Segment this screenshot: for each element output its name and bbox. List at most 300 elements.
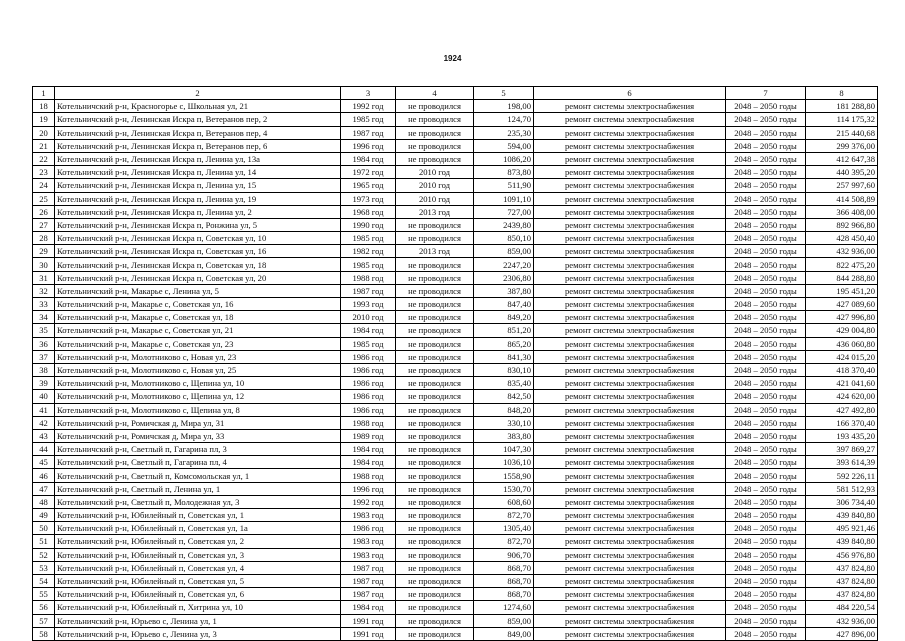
construction-year-cell: 1984 год [341,324,396,337]
table-row [33,350,878,363]
column-header-7: 7 [726,87,806,100]
construction-year-cell: 1992 год [341,100,396,113]
last-repair-cell: не проводился [396,469,474,482]
work-type-cell: ремонт системы электроснабжения [534,363,726,376]
row-number-cell: 48 [33,495,55,508]
period-cell: 2048 – 2050 годы [726,614,806,627]
row-number-cell: 29 [33,245,55,258]
area-cell: 859,00 [474,614,534,627]
area-cell: 868,70 [474,574,534,587]
cost-cell: 424 620,00 [806,390,878,403]
cost-cell: 366 408,00 [806,205,878,218]
area-cell: 865,20 [474,337,534,350]
table-row [33,284,878,297]
table-row [33,495,878,508]
work-type-cell: ремонт системы электроснабжения [534,350,726,363]
address-cell: Котельничский р-н, Ленинская Искра п, Ветеранов пер, 2 [55,113,341,126]
construction-year-cell: 2010 год [341,311,396,324]
row-number-cell: 53 [33,561,55,574]
last-repair-cell: не проводился [396,429,474,442]
work-type-cell: ремонт системы электроснабжения [534,271,726,284]
row-number-cell: 34 [33,311,55,324]
construction-year-cell: 1989 год [341,429,396,442]
row-number-cell: 52 [33,548,55,561]
address-cell: Котельничский р-н, Ленинская Искра п, Советская ул, 10 [55,232,341,245]
construction-year-cell: 1986 год [341,350,396,363]
area-cell: 851,20 [474,324,534,337]
period-cell: 2048 – 2050 годы [726,271,806,284]
table-row [33,205,878,218]
period-cell: 2048 – 2050 годы [726,456,806,469]
column-header-5: 5 [474,87,534,100]
table-row [33,298,878,311]
work-type-cell: ремонт системы электроснабжения [534,337,726,350]
table-row [33,139,878,152]
construction-year-cell: 1991 год [341,614,396,627]
address-cell: Котельничский р-н, Светлый п, Гагарина пл, 3 [55,443,341,456]
table-row [33,113,878,126]
address-cell: Котельничский р-н, Ленинская Искра п, Ленина ул, 2 [55,205,341,218]
address-cell: Котельничский р-н, Молотниково с, Щепина ул, 10 [55,377,341,390]
period-cell: 2048 – 2050 годы [726,179,806,192]
table-row [33,561,878,574]
construction-year-cell: 1983 год [341,548,396,561]
row-number-cell: 54 [33,574,55,587]
work-type-cell: ремонт системы электроснабжения [534,574,726,587]
period-cell: 2048 – 2050 годы [726,324,806,337]
area-cell: 2306,80 [474,271,534,284]
construction-year-cell: 1984 год [341,443,396,456]
cost-cell: 166 370,40 [806,416,878,429]
period-cell: 2048 – 2050 годы [726,482,806,495]
row-number-cell: 37 [33,350,55,363]
row-number-cell: 24 [33,179,55,192]
area-cell: 1558,90 [474,469,534,482]
work-type-cell: ремонт системы электроснабжения [534,614,726,627]
work-type-cell: ремонт системы электроснабжения [534,377,726,390]
row-number-cell: 26 [33,205,55,218]
last-repair-cell: не проводился [396,601,474,614]
area-cell: 835,40 [474,377,534,390]
last-repair-cell: не проводился [396,443,474,456]
last-repair-cell: 2013 год [396,245,474,258]
area-cell: 511,90 [474,179,534,192]
cost-cell: 421 041,60 [806,377,878,390]
table-row [33,614,878,627]
table-row [33,192,878,205]
construction-year-cell: 1983 год [341,535,396,548]
construction-year-cell: 1991 год [341,627,396,640]
address-cell: Котельничский р-н, Ромичская д, Мира ул, 33 [55,429,341,442]
address-cell: Котельничский р-н, Юрьево с, Ленина ул, 3 [55,627,341,640]
last-repair-cell: не проводился [396,482,474,495]
area-cell: 1305,40 [474,522,534,535]
construction-year-cell: 1986 год [341,363,396,376]
work-type-cell: ремонт системы электроснабжения [534,522,726,535]
period-cell: 2048 – 2050 годы [726,429,806,442]
last-repair-cell: не проводился [396,298,474,311]
address-cell: Котельничский р-н, Ромичская д, Мира ул, 31 [55,416,341,429]
area-cell: 1036,10 [474,456,534,469]
row-number-cell: 30 [33,258,55,271]
address-cell: Котельничский р-н, Юбилейный п, Хитрина ул, 10 [55,601,341,614]
period-cell: 2048 – 2050 годы [726,363,806,376]
area-cell: 1086,20 [474,152,534,165]
area-cell: 383,80 [474,429,534,442]
area-cell: 850,10 [474,232,534,245]
area-cell: 849,20 [474,311,534,324]
cost-cell: 428 450,40 [806,232,878,245]
work-type-cell: ремонт системы электроснабжения [534,324,726,337]
row-number-cell: 38 [33,363,55,376]
row-number-cell: 44 [33,443,55,456]
cost-cell: 195 451,20 [806,284,878,297]
period-cell: 2048 – 2050 годы [726,601,806,614]
period-cell: 2048 – 2050 годы [726,205,806,218]
address-cell: Котельничский р-н, Ленинская Искра п, Ронжина ул, 5 [55,218,341,231]
address-cell: Котельничский р-н, Молотниково с, Новая ул, 25 [55,363,341,376]
address-cell: Котельничский р-н, Ленинская Искра п, Ленина ул, 14 [55,166,341,179]
area-cell: 830,10 [474,363,534,376]
construction-year-cell: 1987 год [341,588,396,601]
address-cell: Котельничский р-н, Юбилейный п, Советская ул, 6 [55,588,341,601]
last-repair-cell: 2013 год [396,205,474,218]
address-cell: Котельничский р-н, Молотниково с, Щепина ул, 8 [55,403,341,416]
address-cell: Котельничский р-н, Светлый п, Гагарина пл, 4 [55,456,341,469]
row-number-cell: 36 [33,337,55,350]
row-number-cell: 39 [33,377,55,390]
cost-cell: 181 288,80 [806,100,878,113]
construction-year-cell: 1987 год [341,284,396,297]
row-number-cell: 58 [33,627,55,640]
area-cell: 1274,60 [474,601,534,614]
last-repair-cell: не проводился [396,271,474,284]
construction-year-cell: 1985 год [341,337,396,350]
table-row [33,535,878,548]
cost-cell: 257 997,60 [806,179,878,192]
work-type-cell: ремонт системы электроснабжения [534,179,726,192]
table-row [33,574,878,587]
period-cell: 2048 – 2050 годы [726,535,806,548]
address-cell: Котельничский р-н, Молотниково с, Новая ул, 23 [55,350,341,363]
table-row [33,482,878,495]
work-type-cell: ремонт системы электроснабжения [534,205,726,218]
period-cell: 2048 – 2050 годы [726,258,806,271]
period-cell: 2048 – 2050 годы [726,218,806,231]
period-cell: 2048 – 2050 годы [726,443,806,456]
work-type-cell: ремонт системы электроснабжения [534,100,726,113]
cost-cell: 412 647,38 [806,152,878,165]
row-number-cell: 50 [33,522,55,535]
table-row [33,166,878,179]
last-repair-cell: не проводился [396,232,474,245]
work-type-cell: ремонт системы электроснабжения [534,139,726,152]
column-header-8: 8 [806,87,878,100]
period-cell: 2048 – 2050 годы [726,284,806,297]
last-repair-cell: не проводился [396,126,474,139]
period-cell: 2048 – 2050 годы [726,113,806,126]
row-number-cell: 45 [33,456,55,469]
row-number-cell: 56 [33,601,55,614]
construction-year-cell: 1986 год [341,377,396,390]
work-type-cell: ремонт системы электроснабжения [534,152,726,165]
row-number-cell: 41 [33,403,55,416]
period-cell: 2048 – 2050 годы [726,152,806,165]
row-number-cell: 20 [33,126,55,139]
area-cell: 872,70 [474,509,534,522]
row-number-cell: 18 [33,100,55,113]
work-type-cell: ремонт системы электроснабжения [534,298,726,311]
cost-cell: 437 824,80 [806,588,878,601]
address-cell: Котельничский р-н, Юрьево с, Ленина ул, 1 [55,614,341,627]
construction-year-cell: 1968 год [341,205,396,218]
building-repair-table [32,86,878,641]
period-cell: 2048 – 2050 годы [726,311,806,324]
work-type-cell: ремонт системы электроснабжения [534,166,726,179]
cost-cell: 427 492,80 [806,403,878,416]
period-cell: 2048 – 2050 годы [726,627,806,640]
last-repair-cell: не проводился [396,311,474,324]
last-repair-cell: не проводился [396,416,474,429]
last-repair-cell: не проводился [396,522,474,535]
cost-cell: 114 175,32 [806,113,878,126]
page-number: 1924 [443,54,462,63]
period-cell: 2048 – 2050 годы [726,139,806,152]
period-cell: 2048 – 2050 годы [726,522,806,535]
address-cell: Котельничский р-н, Ленинская Искра п, Ленина ул, 19 [55,192,341,205]
work-type-cell: ремонт системы электроснабжения [534,403,726,416]
address-cell: Котельничский р-н, Молотниково с, Щепина ул, 12 [55,390,341,403]
area-cell: 841,30 [474,350,534,363]
area-cell: 124,70 [474,113,534,126]
area-cell: 330,10 [474,416,534,429]
address-cell: Котельничский р-н, Макарье с, Советская ул, 16 [55,298,341,311]
cost-cell: 892 966,80 [806,218,878,231]
last-repair-cell: не проводился [396,100,474,113]
cost-cell: 424 015,20 [806,350,878,363]
table-row [33,588,878,601]
work-type-cell: ремонт системы электроснабжения [534,284,726,297]
cost-cell: 193 435,20 [806,429,878,442]
cost-cell: 495 921,46 [806,522,878,535]
row-number-cell: 32 [33,284,55,297]
work-type-cell: ремонт системы электроснабжения [534,627,726,640]
last-repair-cell: 2010 год [396,192,474,205]
row-number-cell: 42 [33,416,55,429]
construction-year-cell: 1986 год [341,403,396,416]
cost-cell: 299 376,00 [806,139,878,152]
table-row [33,179,878,192]
cost-cell: 456 976,80 [806,548,878,561]
work-type-cell: ремонт системы электроснабжения [534,416,726,429]
cost-cell: 215 440,68 [806,126,878,139]
address-cell: Котельничский р-н, Ленинская Искра п, Ленина ул, 15 [55,179,341,192]
table-row [33,271,878,284]
construction-year-cell: 1988 год [341,469,396,482]
construction-year-cell: 1983 год [341,509,396,522]
construction-year-cell: 1987 год [341,574,396,587]
work-type-cell: ремонт системы электроснабжения [534,429,726,442]
last-repair-cell: 2010 год [396,179,474,192]
table-row [33,126,878,139]
table-row [33,469,878,482]
area-cell: 2439,80 [474,218,534,231]
construction-year-cell: 1985 год [341,232,396,245]
address-cell: Котельничский р-н, Светлый п, Молодежная ул, 3 [55,495,341,508]
row-number-cell: 57 [33,614,55,627]
address-cell: Котельничский р-н, Ленинская Искра п, Советская ул, 16 [55,245,341,258]
work-type-cell: ремонт системы электроснабжения [534,482,726,495]
address-cell: Котельничский р-н, Макарье с, Ленина ул, 5 [55,284,341,297]
column-header-3: 3 [341,87,396,100]
last-repair-cell: не проводился [396,495,474,508]
row-number-cell: 21 [33,139,55,152]
address-cell: Котельничский р-н, Ленинская Искра п, Советская ул, 18 [55,258,341,271]
area-cell: 848,20 [474,403,534,416]
area-cell: 387,80 [474,284,534,297]
last-repair-cell: не проводился [396,337,474,350]
period-cell: 2048 – 2050 годы [726,298,806,311]
table-row [33,509,878,522]
cost-cell: 427 996,80 [806,311,878,324]
area-cell: 1047,30 [474,443,534,456]
table-row [33,311,878,324]
construction-year-cell: 1987 год [341,126,396,139]
period-cell: 2048 – 2050 годы [726,100,806,113]
cost-cell: 393 614,39 [806,456,878,469]
address-cell: Котельничский р-н, Юбилейный п, Советская ул, 1а [55,522,341,535]
last-repair-cell: не проводился [396,258,474,271]
period-cell: 2048 – 2050 годы [726,350,806,363]
address-cell: Котельничский р-н, Юбилейный п, Советская ул, 3 [55,548,341,561]
table-row [33,324,878,337]
last-repair-cell: не проводился [396,152,474,165]
construction-year-cell: 1988 год [341,416,396,429]
cost-cell: 844 288,80 [806,271,878,284]
area-cell: 872,70 [474,535,534,548]
column-header-1: 1 [33,87,55,100]
work-type-cell: ремонт системы электроснабжения [534,469,726,482]
area-cell: 859,00 [474,245,534,258]
last-repair-cell: не проводился [396,627,474,640]
work-type-cell: ремонт системы электроснабжения [534,561,726,574]
area-cell: 1091,10 [474,192,534,205]
construction-year-cell: 1996 год [341,482,396,495]
period-cell: 2048 – 2050 годы [726,126,806,139]
construction-year-cell: 1993 год [341,298,396,311]
work-type-cell: ремонт системы электроснабжения [534,192,726,205]
cost-cell: 484 220,54 [806,601,878,614]
area-cell: 1530,70 [474,482,534,495]
address-cell: Котельничский р-н, Светлый п, Ленина ул, 1 [55,482,341,495]
row-number-cell: 47 [33,482,55,495]
table-row [33,245,878,258]
address-cell: Котельничский р-н, Ленинская Искра п, Ленина ул, 13а [55,152,341,165]
last-repair-cell: не проводился [396,284,474,297]
row-number-cell: 40 [33,390,55,403]
row-number-cell: 55 [33,588,55,601]
period-cell: 2048 – 2050 годы [726,232,806,245]
period-cell: 2048 – 2050 годы [726,574,806,587]
table-row [33,601,878,614]
last-repair-cell: не проводился [396,377,474,390]
area-cell: 608,60 [474,495,534,508]
cost-cell: 414 508,89 [806,192,878,205]
table-row [33,232,878,245]
address-cell: Котельничский р-н, Красногорье с, Школьная ул, 21 [55,100,341,113]
cost-cell: 440 395,20 [806,166,878,179]
row-number-cell: 23 [33,166,55,179]
row-number-cell: 51 [33,535,55,548]
area-cell: 727,00 [474,205,534,218]
address-cell: Котельничский р-н, Юбилейный п, Советская ул, 5 [55,574,341,587]
construction-year-cell: 1984 год [341,601,396,614]
cost-cell: 439 840,80 [806,535,878,548]
area-cell: 873,80 [474,166,534,179]
table-row [33,627,878,640]
address-cell: Котельничский р-н, Макарье с, Советская ул, 21 [55,324,341,337]
construction-year-cell: 1973 год [341,192,396,205]
table-row [33,416,878,429]
table-row [33,390,878,403]
cost-cell: 592 226,11 [806,469,878,482]
period-cell: 2048 – 2050 годы [726,548,806,561]
last-repair-cell: не проводился [396,509,474,522]
area-cell: 2247,20 [474,258,534,271]
work-type-cell: ремонт системы электроснабжения [534,218,726,231]
address-cell: Котельничский р-н, Ленинская Искра п, Ветеранов пер, 4 [55,126,341,139]
table-row [33,456,878,469]
work-type-cell: ремонт системы электроснабжения [534,443,726,456]
table-row [33,443,878,456]
table-row [33,218,878,231]
construction-year-cell: 1985 год [341,113,396,126]
column-header-2: 2 [55,87,341,100]
address-cell: Котельничский р-н, Ленинская Искра п, Ветеранов пер, 6 [55,139,341,152]
period-cell: 2048 – 2050 годы [726,495,806,508]
cost-cell: 306 734,40 [806,495,878,508]
cost-cell: 427 089,60 [806,298,878,311]
area-cell: 842,50 [474,390,534,403]
work-type-cell: ремонт системы электроснабжения [534,495,726,508]
construction-year-cell: 1987 год [341,561,396,574]
cost-cell: 822 475,20 [806,258,878,271]
construction-year-cell: 1972 год [341,166,396,179]
period-cell: 2048 – 2050 годы [726,509,806,522]
table-row [33,258,878,271]
area-cell: 906,70 [474,548,534,561]
period-cell: 2048 – 2050 годы [726,245,806,258]
work-type-cell: ремонт системы электроснабжения [534,601,726,614]
period-cell: 2048 – 2050 годы [726,166,806,179]
period-cell: 2048 – 2050 годы [726,337,806,350]
construction-year-cell: 1986 год [341,522,396,535]
work-type-cell: ремонт системы электроснабжения [534,588,726,601]
cost-cell: 432 936,00 [806,245,878,258]
cost-cell: 437 824,80 [806,561,878,574]
work-type-cell: ремонт системы электроснабжения [534,245,726,258]
cost-cell: 439 840,80 [806,509,878,522]
last-repair-cell: не проводился [396,324,474,337]
period-cell: 2048 – 2050 годы [726,588,806,601]
construction-year-cell: 1984 год [341,152,396,165]
area-cell: 198,00 [474,100,534,113]
work-type-cell: ремонт системы электроснабжения [534,390,726,403]
area-cell: 868,70 [474,561,534,574]
column-header-4: 4 [396,87,474,100]
construction-year-cell: 1988 год [341,271,396,284]
last-repair-cell: 2010 год [396,166,474,179]
